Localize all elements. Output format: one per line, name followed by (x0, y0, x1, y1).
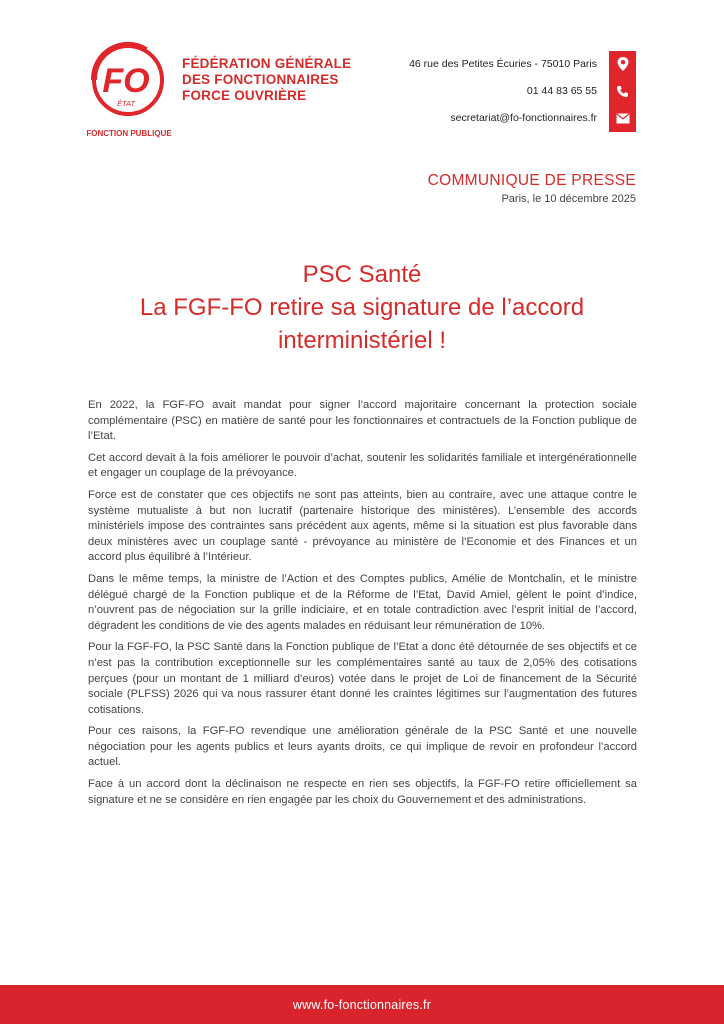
title-line-2: La FGF-FO retire sa signature de l’accord interministériel ! (139, 294, 585, 354)
footer-website-link[interactable]: www.fo-fonctionnaires.fr (292, 997, 432, 1012)
body-paragraph: Pour la FGF-FO, la PSC Santé dans la Fonction publique de l’Etat a donc été détournée de ses objectifs et ce n’est pas la contribution exceptionnelle sur les complémentaires santé au taux de 2,05% des cotisations perçues (pour un montant de 1 milliard d’euros) votée dans le projet de Loi de financement de la Sécurité sociale (PLFSS) 2026 qui va nous rassurer étant donné les craintes légitimes sur l’augmentation des futures cotisations. (88, 641, 637, 716)
body-paragraph: Cet accord devait à la fois améliorer le pouvoir d’achat, soutenir les solidarités familiale et intergénérationnelle et engager un couplage de la prévoyance. (88, 451, 637, 480)
body-paragraph: Dans le même temps, la ministre de l’Action et des Comptes publics, Amélie de Montchalin, et le ministre délégué chargé de la Fonction publique et de la Réforme de l’Etat, David Amiel, gèlent le point d’indice, n’ouvrent pas de négociation sur la grille indiciaire, et en totale contradiction avec l’esprit initial de l’accord, dégradent les conditions de vie des agents malades en réduisant leur rémunération de 10%. (88, 572, 637, 632)
body-paragraph: Face à un accord dont la déclinaison ne respecte en rien ses objectifs, la FGF-FO retire officiellement sa signature et ne se considère en rien engagée par les choix du Gouvernement et des administrations. (88, 778, 637, 806)
logo-caption: FONCTION PUBLIQUE (86, 129, 172, 138)
body-paragraph: Pour ces raisons, la FGF-FO revendique une amélioration générale de la PSC Santé et une nouvelle négociation pour les agents publics et leurs ayants droits, ce qui implique de revoir en profondeur l’accord actuel. (88, 725, 637, 769)
fo-logo (86, 40, 176, 140)
contact-email-row (450, 104, 636, 132)
org-line-3: FORCE OUVRIÈRE (182, 88, 307, 103)
press-release-header (428, 172, 636, 205)
document-title (88, 258, 636, 357)
logo-sub-text: ÉTAT (116, 99, 136, 108)
map-pin-icon (609, 51, 636, 78)
contact-address-row (409, 50, 636, 78)
contact-phone: 01 44 83 65 55 (526, 85, 597, 97)
organization-name (182, 56, 351, 104)
contact-address: 46 rue des Petites Écuries - 75010 Paris (409, 58, 597, 70)
contact-email[interactable]: secretariat@fo-fonctionnaires.fr (450, 112, 597, 124)
logo-mark-text: FO (102, 62, 150, 100)
document-body (88, 398, 637, 814)
press-release-date: Paris, le 10 décembre 2025 (501, 193, 636, 205)
contact-phone-row (527, 77, 636, 105)
body-paragraph: Force est de constater que ces objectifs ne sont pas atteints, bien au contraire, avec une attaque contre le système mutualiste à but non lucratif (partenaire historique des ministères). L’ensemble des accords ministériels impose des contraintes sans précédent aux agents, même si la situation est plus favorable dans deux ministères avec un couplage santé - prévoyance au ministère de l’Economie et des Finances et un accord plus équilibré à l’Intérieur. (88, 488, 637, 564)
footer-bar (0, 985, 724, 1024)
body-paragraph: En 2022, la FGF-FO avait mandat pour signer l’accord majoritaire concernant la protection sociale complémentaire (PSC) en matière de santé pour les fonctionnaires et contractuels de la Fonction publique de l’Etat. (88, 399, 637, 443)
org-line-2: DES FONCTIONNAIRES (182, 72, 339, 87)
fo-logo-mark (86, 40, 176, 140)
org-line-1: FÉDÉRATION GÉNÉRALE (182, 56, 352, 71)
envelope-icon (609, 105, 636, 132)
title-line-1: PSC Santé (302, 261, 422, 288)
press-release-label: COMMUNIQUE DE PRESSE (427, 172, 636, 189)
phone-icon (609, 78, 636, 105)
